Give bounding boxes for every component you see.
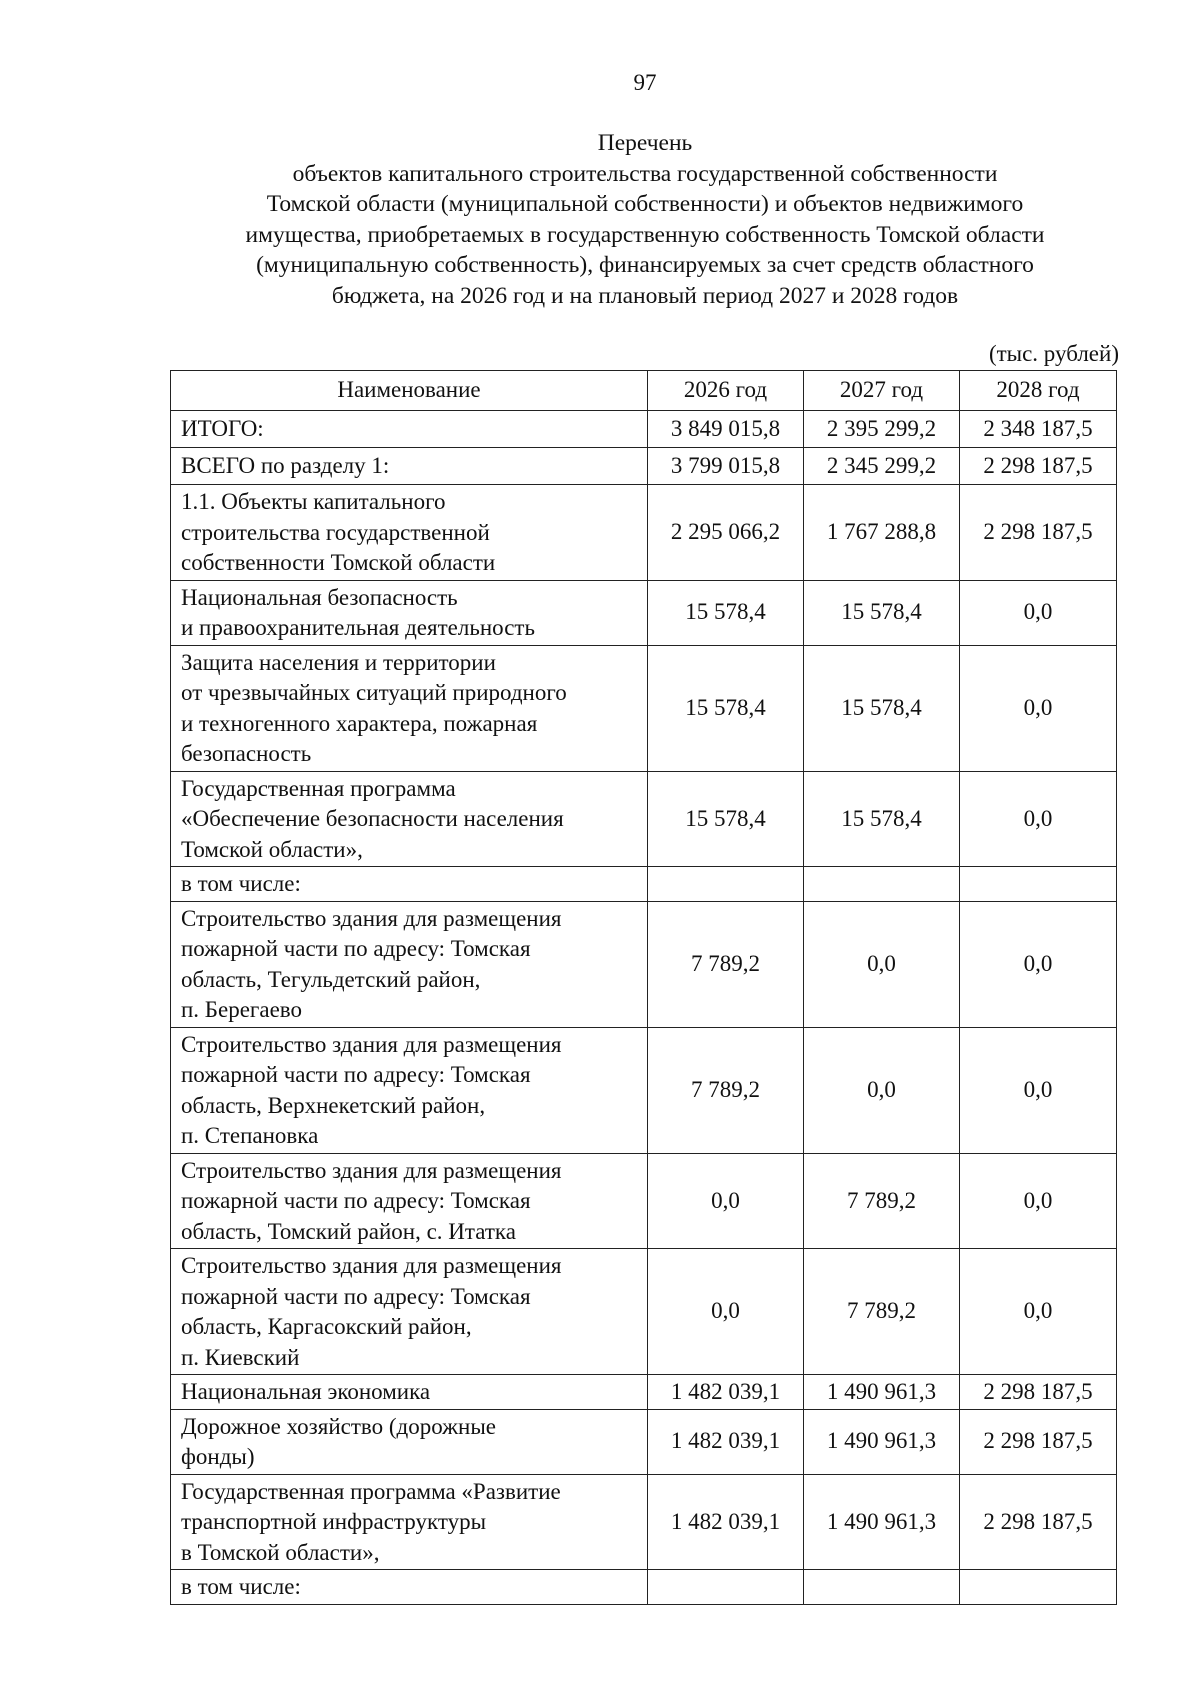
value-2026: 0,0 — [648, 1249, 804, 1375]
document-title — [150, 128, 1140, 311]
row-name-line: п. Степановка — [181, 1123, 319, 1148]
row-name — [171, 645, 648, 771]
row-name — [171, 867, 648, 902]
title-line: бюджета, на 2026 год и на плановый период 2027 и 2028 годов — [331, 282, 959, 309]
row-name-line: п. Берегаево — [181, 997, 302, 1022]
row-name — [171, 771, 648, 867]
row-name-line: Строительство здания для размещения — [181, 905, 562, 931]
row-name — [171, 580, 648, 645]
row-name-line: транспортной инфраструктуры — [181, 1509, 487, 1534]
value-2027: 7 789,2 — [804, 1249, 960, 1375]
value-2026: 1 482 039,1 — [648, 1474, 804, 1570]
table-header-row — [171, 371, 1117, 411]
row-name-line: Национальная безопасность — [181, 584, 458, 610]
row-name-line: от чрезвычайных ситуаций природного — [181, 680, 567, 705]
value-2027: 0,0 — [804, 1027, 960, 1153]
row-name-line: область, Тегульдетский район, — [181, 966, 481, 992]
table-row — [171, 645, 1117, 771]
row-name — [171, 1153, 648, 1249]
value-2027: 0,0 — [804, 901, 960, 1027]
table-row — [171, 1375, 1117, 1410]
table-body — [171, 411, 1117, 1605]
value-2026: 7 789,2 — [648, 1027, 804, 1153]
value-2028: 2 348 187,5 — [960, 411, 1117, 448]
value-2027: 1 490 961,3 — [804, 1474, 960, 1570]
title-line: Томской области (муниципальной собственности) и объектов недвижимого — [266, 191, 1024, 217]
value-2026: 1 482 039,1 — [648, 1375, 804, 1410]
value-2027 — [804, 1570, 960, 1605]
table-row — [171, 1570, 1117, 1605]
row-name — [171, 1409, 648, 1474]
value-2028: 0,0 — [960, 1153, 1117, 1249]
page-number: 97 — [633, 70, 657, 95]
value-2028: 0,0 — [960, 1027, 1117, 1153]
value-2026: 1 482 039,1 — [648, 1409, 804, 1474]
row-name-line: Защита населения и территории — [181, 649, 496, 675]
row-name — [171, 1027, 648, 1153]
value-2028: 2 298 187,5 — [960, 485, 1117, 581]
row-name-line: ВСЕГО по разделу 1: — [181, 453, 390, 479]
row-name-line: пожарной части по адресу: Томская — [181, 936, 531, 961]
value-2028: 0,0 — [960, 901, 1117, 1027]
row-name-line: Государственная программа — [181, 775, 456, 801]
value-2027: 2 395 299,2 — [804, 411, 960, 448]
header-name: Наименование — [171, 371, 648, 411]
row-name-line: и правоохранительная деятельность — [181, 615, 535, 640]
table-row — [171, 771, 1117, 867]
value-2028 — [960, 1570, 1117, 1605]
value-2026: 3 849 015,8 — [648, 411, 804, 448]
row-name-line: фонды) — [181, 1444, 255, 1469]
row-name-line: Строительство здания для размещения — [181, 1031, 562, 1057]
header-2026: 2026 год — [648, 371, 804, 411]
table-row — [171, 580, 1117, 645]
row-name — [171, 1570, 648, 1605]
row-name — [171, 411, 648, 448]
row-name-line: собственности Томской области — [181, 550, 496, 575]
table-row — [171, 485, 1117, 581]
table-row — [171, 867, 1117, 902]
value-2028: 2 298 187,5 — [960, 448, 1117, 485]
row-name-line: п. Киевский — [181, 1344, 300, 1370]
value-2026: 3 799 015,8 — [648, 448, 804, 485]
row-name-line: в том числе: — [181, 1574, 301, 1599]
value-2026 — [648, 867, 804, 902]
row-name-line: Дорожное хозяйство (дорожные — [181, 1413, 497, 1439]
value-2026: 15 578,4 — [648, 645, 804, 771]
row-name-line: 1.1. Объекты капитального — [181, 489, 446, 514]
header-2027: 2027 год — [804, 371, 960, 411]
value-2027 — [804, 867, 960, 902]
title-line: Перечень — [597, 130, 693, 156]
value-2028: 0,0 — [960, 771, 1117, 867]
header-2028: 2028 год — [960, 371, 1117, 411]
row-name-line: в том числе: — [181, 871, 301, 896]
table-row — [171, 1153, 1117, 1249]
table-row — [171, 1409, 1117, 1474]
row-name-line: Государственная программа «Развитие — [181, 1478, 561, 1504]
row-name-line: область, Верхнекетский район, — [181, 1092, 486, 1118]
row-name-line: «Обеспечение безопасности населения — [181, 806, 564, 831]
row-name-line: пожарной части по адресу: Томская — [181, 1283, 531, 1309]
value-2026: 15 578,4 — [648, 580, 804, 645]
row-name-line: пожарной части по адресу: Томская — [181, 1062, 531, 1087]
row-name-line: Строительство здания для размещения — [181, 1253, 562, 1278]
row-name-line: строительства государственной — [181, 519, 490, 545]
row-name-line: Томской области», — [181, 836, 363, 862]
table-row — [171, 411, 1117, 448]
table-row — [171, 1474, 1117, 1570]
value-2026: 7 789,2 — [648, 901, 804, 1027]
row-name-line: пожарной части по адресу: Томская — [181, 1188, 531, 1213]
units-label: (тыс. рублей) — [988, 341, 1119, 366]
budget-table — [170, 370, 1117, 1605]
value-2028: 2 298 187,5 — [960, 1474, 1117, 1570]
value-2028: 0,0 — [960, 580, 1117, 645]
value-2027: 2 345 299,2 — [804, 448, 960, 485]
title-line: объектов капитального строительства государственной собственности — [292, 160, 998, 187]
row-name-line: область, Каргасокский район, — [181, 1314, 472, 1339]
table-row — [171, 901, 1117, 1027]
row-name — [171, 1375, 648, 1410]
value-2026: 0,0 — [648, 1153, 804, 1249]
row-name — [171, 1474, 648, 1570]
value-2026 — [648, 1570, 804, 1605]
row-name-line: безопасность — [181, 741, 312, 766]
value-2027: 1 490 961,3 — [804, 1375, 960, 1410]
row-name — [171, 901, 648, 1027]
value-2027: 7 789,2 — [804, 1153, 960, 1249]
row-name — [171, 448, 648, 485]
row-name-line: область, Томский район, с. Итатка — [181, 1218, 516, 1244]
row-name-line: ИТОГО: — [181, 416, 264, 442]
table-row — [171, 1249, 1117, 1375]
value-2026: 2 295 066,2 — [648, 485, 804, 581]
value-2028: 2 298 187,5 — [960, 1409, 1117, 1474]
row-name-line: Национальная экономика — [181, 1379, 431, 1404]
value-2027: 15 578,4 — [804, 771, 960, 867]
value-2027: 1 767 288,8 — [804, 485, 960, 581]
row-name — [171, 485, 648, 581]
value-2027: 15 578,4 — [804, 645, 960, 771]
value-2026: 15 578,4 — [648, 771, 804, 867]
value-2028: 0,0 — [960, 1249, 1117, 1375]
title-line: имущества, приобретаемых в государственную собственность Томской области — [245, 221, 1045, 248]
table-row — [171, 1027, 1117, 1153]
table-row — [171, 448, 1117, 485]
value-2027: 15 578,4 — [804, 580, 960, 645]
row-name — [171, 1249, 648, 1375]
title-line: (муниципальную собственность), финансируемых за счет средств областного — [256, 252, 1034, 278]
row-name-line: и техногенного характера, пожарная — [181, 710, 538, 736]
row-name-line: Строительство здания для размещения — [181, 1157, 562, 1183]
value-2027: 1 490 961,3 — [804, 1409, 960, 1474]
value-2028: 2 298 187,5 — [960, 1375, 1117, 1410]
value-2028: 0,0 — [960, 645, 1117, 771]
value-2028 — [960, 867, 1117, 902]
row-name-line: в Томской области», — [181, 1539, 380, 1565]
